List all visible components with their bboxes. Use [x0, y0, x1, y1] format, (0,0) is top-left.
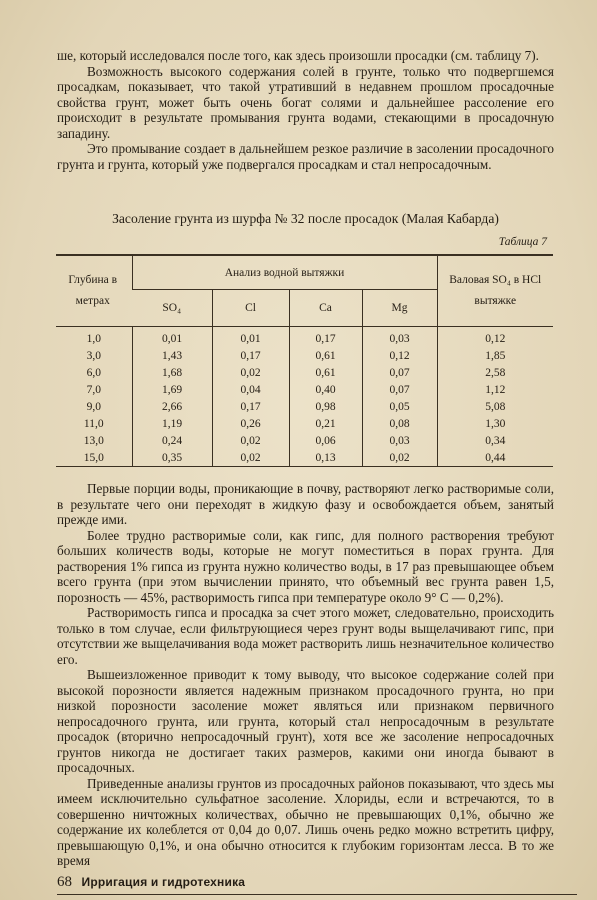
table-row	[56, 432, 553, 449]
table-number: Таблица 7	[498, 236, 547, 248]
cell-depth: 13,0	[83, 434, 104, 447]
page-number: 68	[57, 874, 72, 890]
cell-so4: 0,01	[132, 327, 212, 348]
header-so4: SO₄	[132, 290, 212, 327]
cell-total: 5,08	[437, 398, 553, 415]
cell-total: 1,12	[437, 381, 553, 398]
cell-depth: 1,0	[86, 332, 101, 345]
cell-so4: 2,66	[132, 398, 212, 415]
cell-total: 2,58	[437, 364, 553, 381]
text-block-top	[57, 48, 554, 172]
paragraph: Это промывание создает в дальнейшем резкое различие в засолении просадочного грунта и грунта, который уже подвергался просадкам и стал непросадочным.	[57, 141, 554, 172]
cell-cl: 0,02	[212, 364, 289, 381]
cell-depth: 11,0	[83, 417, 104, 430]
header-cl: Cl	[212, 290, 289, 327]
cell-cl: 0,17	[212, 347, 289, 364]
paragraph: Вышеизложенное приводит к тому выводу, что высокое содержание солей при высокой порозности является надежным признаком просадочного грунта, но при низкой порозности засоление может являться или признаком первичного непросадочного грунта, или грунта, который стал непросадочным в результате просадок (вторично непросадочный грунт), хотя все же засоление непросадочных грунтов никогда не достигает таких размеров, какими они иногда бывают в просадочных.	[57, 667, 554, 775]
table-row	[56, 327, 553, 348]
cell-total: 1,85	[437, 347, 553, 364]
table-row	[56, 449, 553, 467]
cell-ca: 0,21	[289, 415, 362, 432]
paragraph: Более трудно растворимые соли, как гипс, для полного растворения требуют больших количеств воды, которые не могут поместиться в порах грунта. Для растворения 1% гипса из грунта нужно количество воды, в 17 раз превышающее объем всего грунта (при этом вычислении принято, что объемный вес грунта равен 1,5, порозность — 45%, растворимость гипса при температуре около 9° C — 0,2%).	[57, 527, 554, 605]
cell-mg: 0,08	[362, 415, 437, 432]
paragraph: ше, который исследовался после того, как здесь произошли просадки (см. таблицу 7).	[57, 48, 539, 63]
paragraph: Возможность высокого содержания солей в грунте, только что подвергшемся просадкам, показывает, что такой утративший в недавнем прошлом просадочные свойства грунт, может быть очень богат солями и дальнейшее рассоление его происходит в результате промывания грунта водами, стекающими в просадочную западину.	[57, 63, 554, 141]
cell-ca: 0,17	[289, 327, 362, 348]
cell-cl: 0,02	[212, 432, 289, 449]
cell-depth: 7,0	[86, 383, 101, 396]
paragraph: Приведенные анализы грунтов из просадочных районов показывают, что здесь мы имеем исключительно сульфатное засоление. Хлориды, если и встречаются, то в совершенно ничтожных количествах, обычно не превышающих 0,1%, обычно же содержание их колеблется от 0,04 до 0,07. Лишь очень редко можно встретить цифру, превышающую 0,1%, и она обычно относится к глубоким горизонтам лесса. В то же время	[57, 775, 554, 868]
cell-total: 1,30	[437, 415, 553, 432]
cell-cl: 0,01	[212, 327, 289, 348]
table-row	[56, 415, 553, 432]
cell-mg: 0,03	[362, 327, 437, 348]
cell-mg: 0,03	[362, 432, 437, 449]
cell-ca: 0,61	[289, 364, 362, 381]
cell-mg: 0,05	[362, 398, 437, 415]
cell-depth: 3,0	[86, 349, 101, 362]
header-total-so4: Валовая SO₄ в HCl вытяжке	[437, 255, 553, 327]
cell-so4: 1,69	[132, 381, 212, 398]
cell-ca: 0,13	[289, 449, 362, 467]
cell-depth: 15,0	[83, 451, 104, 464]
cell-mg: 0,02	[362, 449, 437, 467]
cell-so4: 1,68	[132, 364, 212, 381]
footer-rule	[57, 894, 577, 895]
cell-ca: 0,98	[289, 398, 362, 415]
cell-ca: 0,61	[289, 347, 362, 364]
cell-so4: 0,35	[132, 449, 212, 467]
page-footer	[57, 874, 245, 891]
table-row	[56, 364, 553, 381]
cell-total: 0,12	[437, 327, 553, 348]
header-mg: Mg	[362, 290, 437, 327]
cell-depth: 9,0	[86, 400, 101, 413]
cell-mg: 0,07	[362, 381, 437, 398]
cell-cl: 0,02	[212, 449, 289, 467]
text-block-bottom	[57, 481, 554, 869]
cell-total: 0,44	[437, 449, 553, 467]
salinity-table	[56, 254, 553, 467]
cell-cl: 0,04	[212, 381, 289, 398]
cell-depth: 6,0	[86, 366, 101, 379]
cell-ca: 0,06	[289, 432, 362, 449]
cell-ca: 0,40	[289, 381, 362, 398]
cell-cl: 0,26	[212, 415, 289, 432]
journal-title: Ирригация и гидротехника	[81, 875, 246, 889]
cell-mg: 0,07	[362, 364, 437, 381]
table-caption: Засоление грунта из шурфа № 32 после просадок (Малая Кабарда)	[112, 211, 499, 226]
header-analysis: Анализ водной вытяжки	[132, 255, 437, 290]
header-ca: Ca	[289, 290, 362, 327]
table-row	[56, 398, 553, 415]
cell-cl: 0,17	[212, 398, 289, 415]
cell-so4: 1,43	[132, 347, 212, 364]
paragraph: Растворимость гипса и просадка за счет этого может, следовательно, происходить только в том случае, если фильтрующиеся через грунт воды выщелачивают гипс, при отсутствии же выщелачивания вода может растворить лишь незначительное количество его.	[57, 605, 554, 667]
table-row	[56, 347, 553, 364]
table-row	[56, 381, 553, 398]
header-depth: Глубина в метрах	[56, 255, 132, 327]
cell-so4: 1,19	[132, 415, 212, 432]
paragraph: Первые порции воды, проникающие в почву, растворяют легко растворимые соли, в результате чего они переходят в жидкую фазу и освобождается объем, занятый прежде ими.	[57, 481, 554, 527]
cell-total: 0,34	[437, 432, 553, 449]
cell-mg: 0,12	[362, 347, 437, 364]
cell-so4: 0,24	[132, 432, 212, 449]
